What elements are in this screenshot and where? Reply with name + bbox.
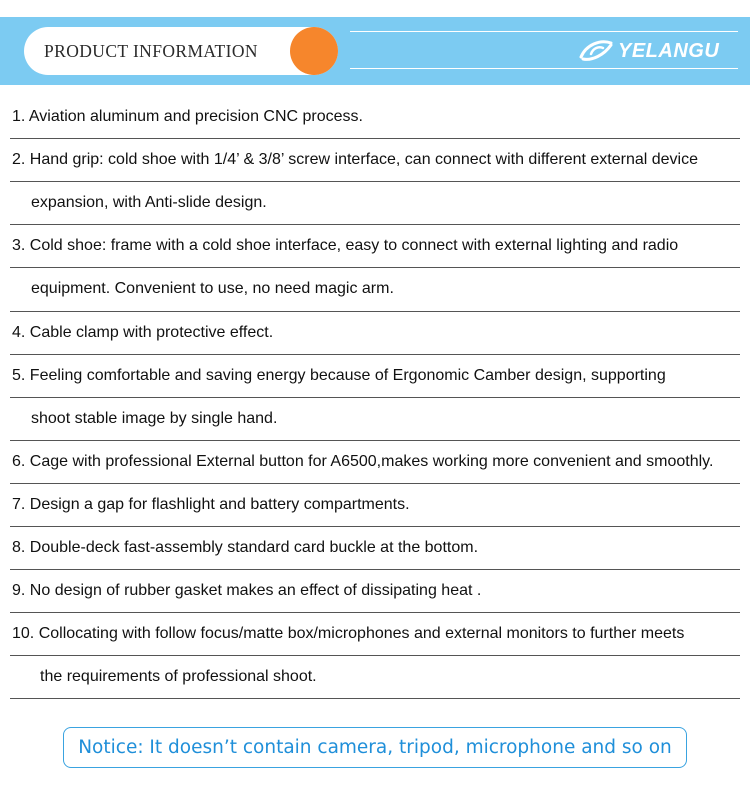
list-item: 1. Aviation aluminum and precision CNC process. <box>12 108 363 125</box>
list-item: 9. No design of rubber gasket makes an effect of dissipating heat . <box>12 582 482 600</box>
list-item-continuation: expansion, with Anti-slide design. <box>31 194 267 212</box>
divider-line-bottom <box>350 68 738 69</box>
row-divider <box>10 655 740 656</box>
title-pill <box>24 27 338 75</box>
list-item: 10. Collocating with follow focus/matte box/microphones and external monitors to further meets <box>12 625 685 643</box>
row-divider <box>10 267 740 268</box>
row-divider <box>10 612 740 613</box>
row-divider <box>10 698 740 699</box>
row-divider <box>10 483 740 484</box>
section-title: PRODUCT INFORMATION <box>44 41 258 61</box>
list-item: 7. Design a gap for flashlight and battery compartments. <box>12 495 410 513</box>
section-header <box>0 17 750 85</box>
row-divider <box>10 569 740 570</box>
list-item-continuation: the requirements of professional shoot. <box>40 668 317 686</box>
list-item: 6. Cage with professional External button for A6500,makes working more convenient and smoothly. <box>12 452 714 470</box>
row-divider <box>10 181 740 182</box>
divider-line-top <box>350 31 738 32</box>
brand-logo <box>578 35 719 67</box>
eye-logo-icon <box>578 37 614 65</box>
list-item: 4. Cable clamp with protective effect. <box>12 323 274 341</box>
notice-box: Notice: It doesn’t contain camera, tripod, microphone and so on <box>63 727 687 768</box>
row-divider <box>10 224 740 225</box>
list-item-continuation: equipment. Convenient to use, no need magic arm. <box>31 280 394 298</box>
list-item: 5. Feeling comfortable and saving energy because of Ergonomic Camber design, supporting <box>12 366 666 384</box>
list-item: 8. Double-deck fast-assembly standard card buckle at the bottom. <box>12 539 479 556</box>
orange-circle-icon <box>290 27 338 75</box>
brand-name: YELANGU <box>618 39 720 62</box>
top-margin <box>0 0 750 17</box>
list-item-continuation: shoot stable image by single hand. <box>31 409 278 427</box>
row-divider <box>10 138 740 139</box>
row-divider <box>10 526 740 527</box>
list-item: 3. Cold shoe: frame with a cold shoe interface, easy to connect with external lighting and radio <box>12 237 679 255</box>
list-item: 2. Hand grip: cold shoe with 1/4’ & 3/8’ screw interface, can connect with different external device <box>12 151 698 169</box>
